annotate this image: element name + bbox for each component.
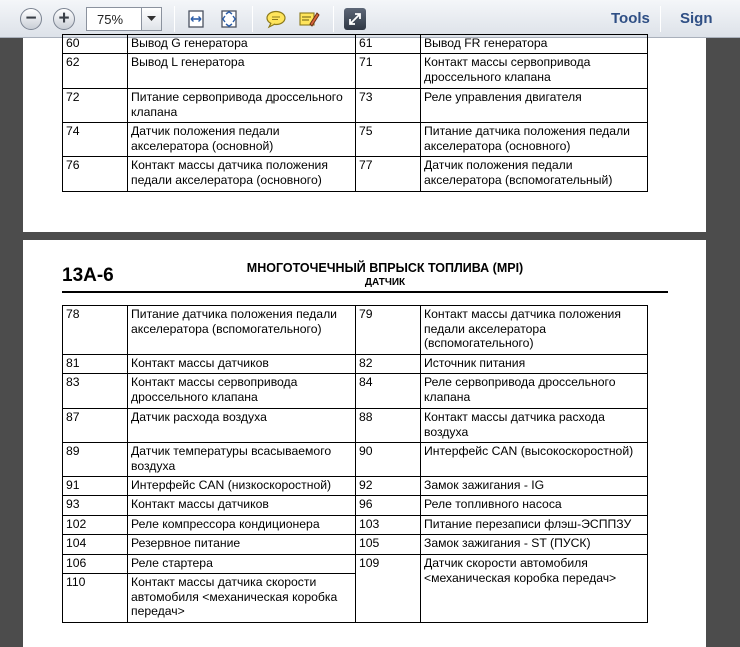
pin-description: Датчик расхода воздуха — [128, 409, 356, 443]
pin-description: Вывод G генератора — [128, 35, 356, 54]
pin-table-body — [63, 306, 648, 623]
pin-description: Датчик положения педали акселератора (основной) — [128, 123, 356, 157]
pin-number: 76 — [63, 157, 128, 192]
pin-description: Замок зажигания - IG — [421, 477, 648, 496]
zoom-in-button[interactable] — [53, 7, 75, 31]
pin-number: 78 — [63, 306, 128, 355]
pin-number: 96 — [356, 496, 421, 516]
pin-description: Контакт массы датчика положения педали акселератора (основного) — [128, 157, 356, 192]
pin-description: Питание датчика положения педали акселератора (основного) — [421, 123, 648, 157]
pin-number: 92 — [356, 477, 421, 496]
pin-number: 75 — [356, 123, 421, 157]
pin-description: Датчик скорости автомобиля <механическая коробка передач> — [421, 555, 648, 623]
pin-number: 72 — [63, 89, 128, 123]
plus-icon: + — [53, 8, 75, 30]
pin-description: Контакт массы датчика положения педали акселератора (вспомогательного) — [421, 306, 648, 355]
pin-number: 74 — [63, 123, 128, 157]
pin-description: Контакт массы датчиков — [128, 496, 356, 516]
pin-description: Реле компрессора кондиционера — [128, 516, 356, 535]
pin-description: Реле сервопривода дроссельного клапана — [421, 374, 648, 409]
highlight-text-button[interactable] — [296, 7, 322, 31]
pin-description: Датчик температуры всасываемого воздуха — [128, 443, 356, 477]
fit-page-button[interactable] — [217, 7, 241, 31]
pin-number: 103 — [356, 516, 421, 535]
pin-number: 105 — [356, 535, 421, 555]
pin-description: Замок зажигания - ST (ПУСК) — [421, 535, 648, 555]
pin-description: Контакт массы датчика скорости автомобиля <механическая коробка передач> — [128, 574, 356, 623]
expand-icon — [344, 8, 366, 30]
toolbar-divider — [660, 6, 661, 32]
pin-number: 89 — [63, 443, 128, 477]
pin-number: 83 — [63, 374, 128, 409]
table-row — [63, 89, 648, 123]
pin-number: 110 — [63, 574, 128, 623]
pin-number: 81 — [63, 355, 128, 374]
pin-description: Питание датчика положения педали акселератора (вспомогательного) — [128, 306, 356, 355]
pin-table — [62, 34, 648, 192]
comment-button[interactable] — [263, 7, 289, 31]
fit-width-button[interactable] — [184, 7, 208, 31]
table-row — [63, 535, 648, 555]
pin-description: Питание сервопривода дроссельного клапана — [128, 89, 356, 123]
pin-description: Реле управления двигателя — [421, 89, 648, 123]
section-code: 13А-6 — [62, 265, 114, 286]
table-row — [63, 355, 648, 374]
table-row — [63, 496, 648, 516]
table-row — [63, 516, 648, 535]
expand-button[interactable] — [342, 7, 368, 31]
pin-description: Контакт массы датчика расхода воздуха — [421, 409, 648, 443]
pin-number: 106 — [63, 555, 128, 574]
sign-button[interactable]: Sign — [680, 10, 713, 27]
table-row — [63, 306, 648, 355]
toolbar-divider — [174, 6, 175, 32]
chevron-down-icon[interactable] — [141, 8, 161, 30]
pin-description: Источник питания — [421, 355, 648, 374]
pin-description: Реле топливного насоса — [421, 496, 648, 516]
pin-description: Питание перезаписи флэш-ЭСППЗУ — [421, 516, 648, 535]
comment-icon — [265, 9, 287, 29]
table-row — [63, 157, 648, 192]
pin-number: 104 — [63, 535, 128, 555]
pin-number: 90 — [356, 443, 421, 477]
toolbar-divider — [333, 6, 334, 32]
table-row — [63, 477, 648, 496]
pin-number: 102 — [63, 516, 128, 535]
table-row — [63, 123, 648, 157]
table-row — [63, 443, 648, 477]
fit-page-icon — [219, 9, 239, 29]
pin-number: 71 — [356, 54, 421, 89]
fit-width-icon — [186, 9, 206, 29]
pin-description: Резервное питание — [128, 535, 356, 555]
zoom-out-button[interactable] — [20, 7, 42, 31]
table-row — [63, 35, 648, 54]
pin-description: Контакт массы сервопривода дроссельного клапана — [421, 54, 648, 89]
section-subtitle: ДАТЧИК — [364, 277, 406, 288]
pin-description: Интерфейс CAN (низкоскоростной) — [128, 477, 356, 496]
pin-description: Вывод L генератора — [128, 54, 356, 89]
pin-number: 84 — [356, 374, 421, 409]
document-page — [23, 240, 706, 647]
pin-description: Реле стартера — [128, 555, 356, 574]
pin-description: Интерфейс CAN (высокоскоростной) — [421, 443, 648, 477]
zoom-select[interactable] — [86, 7, 162, 31]
header-rule — [62, 291, 668, 293]
pin-description: Датчик положения педали акселератора (вспомогательный) — [421, 157, 648, 192]
pin-table — [62, 305, 648, 623]
pin-number: 91 — [63, 477, 128, 496]
zoom-value[interactable]: 75% — [97, 12, 124, 27]
pin-description: Контакт массы датчиков — [128, 355, 356, 374]
pin-number: 77 — [356, 157, 421, 192]
pin-number: 61 — [356, 35, 421, 54]
pin-number: 60 — [63, 35, 128, 54]
section-title: МНОГОТОЧЕЧНЫЙ ВПРЫСК ТОПЛИВА (MPI) — [246, 261, 524, 275]
table-row — [63, 374, 648, 409]
table-row — [63, 555, 648, 574]
pin-number: 73 — [356, 89, 421, 123]
pin-number: 82 — [356, 355, 421, 374]
toolbar — [0, 0, 740, 38]
pin-table-body — [63, 35, 648, 192]
pin-number: 93 — [63, 496, 128, 516]
highlighter-icon — [298, 9, 320, 29]
tools-button[interactable]: Tools — [611, 10, 650, 27]
pin-description: Вывод FR генератора — [421, 35, 648, 54]
pin-number: 88 — [356, 409, 421, 443]
minus-icon: − — [20, 8, 42, 30]
document-page — [23, 38, 706, 232]
pin-description: Контакт массы сервопривода дроссельного клапана — [128, 374, 356, 409]
table-row — [63, 409, 648, 443]
pin-number: 87 — [63, 409, 128, 443]
pin-number: 79 — [356, 306, 421, 355]
table-row — [63, 54, 648, 89]
pin-number: 109 — [356, 555, 421, 623]
toolbar-divider — [252, 6, 253, 32]
pin-number: 62 — [63, 54, 128, 89]
